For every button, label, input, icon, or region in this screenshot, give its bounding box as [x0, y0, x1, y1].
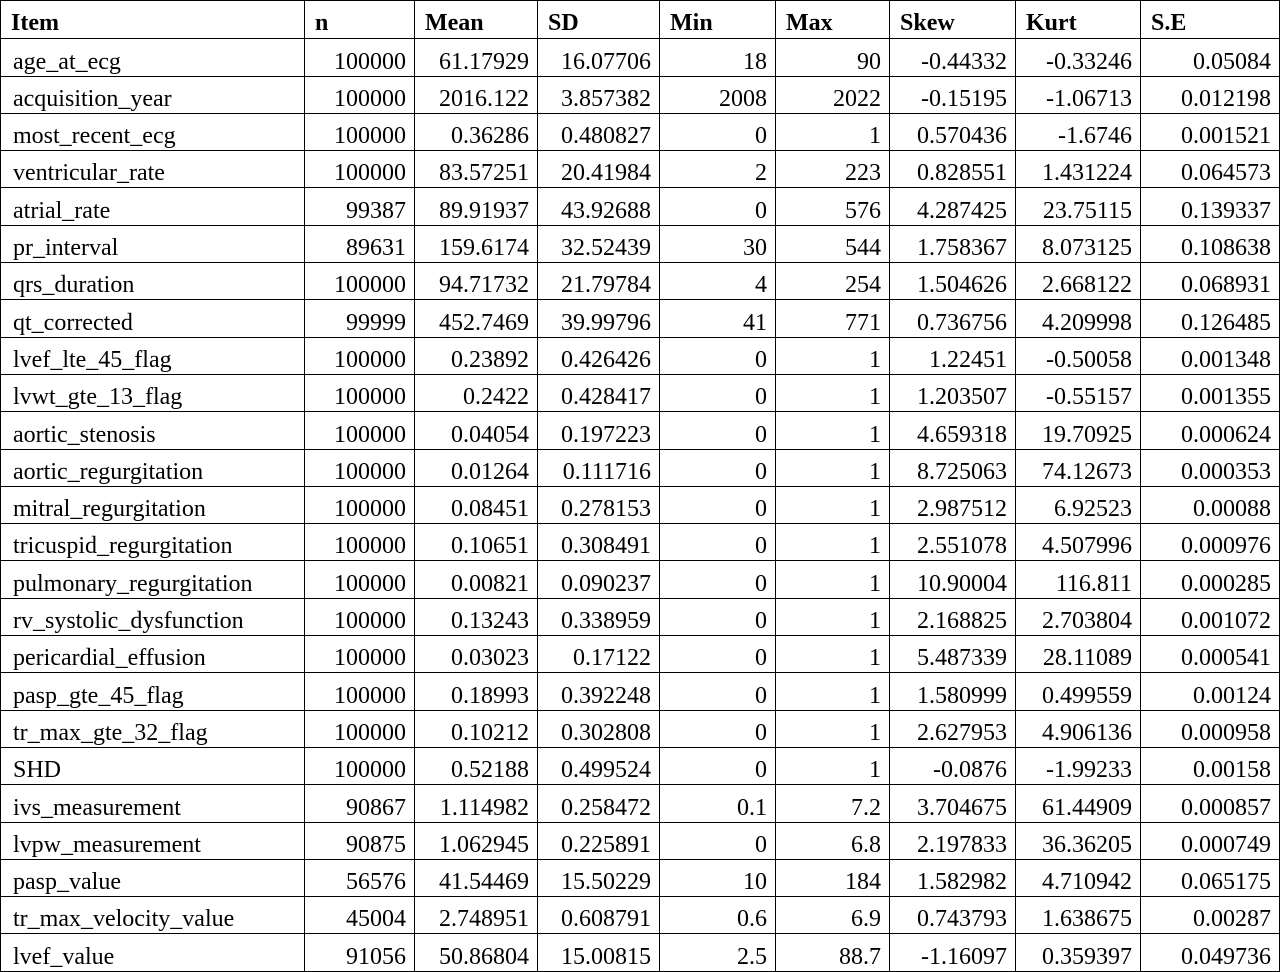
value-cell: 2.168825	[890, 598, 1016, 635]
item-name-cell: tr_max_velocity_value	[1, 897, 305, 934]
value-cell: 0	[660, 374, 776, 411]
table-row	[1, 561, 1280, 598]
value-cell: 43.92688	[538, 188, 660, 225]
value-cell: 1	[776, 374, 890, 411]
item-name-cell: qrs_duration	[1, 263, 305, 300]
value-cell: 0.00158	[1141, 747, 1280, 784]
table-row	[1, 673, 1280, 710]
value-cell: 1	[776, 598, 890, 635]
value-cell: 1.758367	[890, 225, 1016, 262]
value-cell: 0.17122	[538, 636, 660, 673]
value-cell: 0	[660, 337, 776, 374]
value-cell: 2.627953	[890, 710, 1016, 747]
value-cell: 1	[776, 524, 890, 561]
value-cell: 100000	[305, 151, 415, 188]
value-cell: 2.668122	[1016, 263, 1141, 300]
value-cell: 0	[660, 412, 776, 449]
value-cell: 0	[660, 747, 776, 784]
value-cell: 45004	[305, 897, 415, 934]
value-cell: 1.22451	[890, 337, 1016, 374]
value-cell: 100000	[305, 561, 415, 598]
value-cell: 0.36286	[415, 113, 538, 150]
value-cell: 21.79784	[538, 263, 660, 300]
item-name-cell: most_recent_ecg	[1, 113, 305, 150]
value-cell: 89631	[305, 225, 415, 262]
table-row	[1, 263, 1280, 300]
value-cell: 1.203507	[890, 374, 1016, 411]
value-cell: 0.001348	[1141, 337, 1280, 374]
column-header: Min	[660, 1, 776, 39]
item-name-cell: pasp_value	[1, 859, 305, 896]
value-cell: 1.582982	[890, 859, 1016, 896]
value-cell: 100000	[305, 673, 415, 710]
value-cell: 2	[660, 151, 776, 188]
value-cell: 91056	[305, 934, 415, 971]
value-cell: 18	[660, 39, 776, 76]
value-cell: 0.00821	[415, 561, 538, 598]
value-cell: 0.2422	[415, 374, 538, 411]
value-cell: 83.57251	[415, 151, 538, 188]
value-cell: 0.736756	[890, 300, 1016, 337]
value-cell: 1	[776, 636, 890, 673]
value-cell: 0.278153	[538, 486, 660, 523]
value-cell: 771	[776, 300, 890, 337]
item-name-cell: qt_corrected	[1, 300, 305, 337]
value-cell: 3.704675	[890, 785, 1016, 822]
value-cell: -0.15195	[890, 76, 1016, 113]
value-cell: 1	[776, 747, 890, 784]
value-cell: 0.499524	[538, 747, 660, 784]
header-row	[1, 1, 1280, 39]
value-cell: 0	[660, 636, 776, 673]
value-cell: 15.50229	[538, 859, 660, 896]
value-cell: 0.001072	[1141, 598, 1280, 635]
value-cell: 90875	[305, 822, 415, 859]
value-cell: 0.001355	[1141, 374, 1280, 411]
value-cell: 100000	[305, 598, 415, 635]
value-cell: 1	[776, 113, 890, 150]
table-row	[1, 897, 1280, 934]
value-cell: 0.01264	[415, 449, 538, 486]
value-cell: 576	[776, 188, 890, 225]
table-row	[1, 524, 1280, 561]
value-cell: 6.9	[776, 897, 890, 934]
value-cell: 8.725063	[890, 449, 1016, 486]
value-cell: 0.139337	[1141, 188, 1280, 225]
column-header: S.E	[1141, 1, 1280, 39]
value-cell: 0.000353	[1141, 449, 1280, 486]
table-row	[1, 859, 1280, 896]
value-cell: 0.302808	[538, 710, 660, 747]
item-name-cell: lvef_value	[1, 934, 305, 971]
column-header: n	[305, 1, 415, 39]
value-cell: 100000	[305, 449, 415, 486]
value-cell: 0.000958	[1141, 710, 1280, 747]
value-cell: 0.13243	[415, 598, 538, 635]
value-cell: 100000	[305, 636, 415, 673]
value-cell: -0.55157	[1016, 374, 1141, 411]
value-cell: 0	[660, 449, 776, 486]
value-cell: 0.499559	[1016, 673, 1141, 710]
table-row	[1, 374, 1280, 411]
value-cell: 100000	[305, 76, 415, 113]
value-cell: 0.359397	[1016, 934, 1141, 971]
value-cell: 0	[660, 524, 776, 561]
value-cell: 0.000285	[1141, 561, 1280, 598]
value-cell: -0.33246	[1016, 39, 1141, 76]
value-cell: 0.1	[660, 785, 776, 822]
value-cell: 0.108638	[1141, 225, 1280, 262]
item-name-cell: lvpw_measurement	[1, 822, 305, 859]
value-cell: 90867	[305, 785, 415, 822]
value-cell: 0.126485	[1141, 300, 1280, 337]
value-cell: 19.70925	[1016, 412, 1141, 449]
value-cell: 0.001521	[1141, 113, 1280, 150]
value-cell: 0.570436	[890, 113, 1016, 150]
item-name-cell: pr_interval	[1, 225, 305, 262]
value-cell: 0.308491	[538, 524, 660, 561]
value-cell: 0.743793	[890, 897, 1016, 934]
value-cell: 88.7	[776, 934, 890, 971]
value-cell: 0	[660, 113, 776, 150]
value-cell: 1.580999	[890, 673, 1016, 710]
value-cell: 0.068931	[1141, 263, 1280, 300]
value-cell: 0.10212	[415, 710, 538, 747]
value-cell: 100000	[305, 113, 415, 150]
value-cell: 0.03023	[415, 636, 538, 673]
column-header: SD	[538, 1, 660, 39]
value-cell: 0.000857	[1141, 785, 1280, 822]
value-cell: 39.99796	[538, 300, 660, 337]
value-cell: 90	[776, 39, 890, 76]
value-cell: 2.703804	[1016, 598, 1141, 635]
value-cell: 1.504626	[890, 263, 1016, 300]
table-row	[1, 822, 1280, 859]
value-cell: 0.18993	[415, 673, 538, 710]
value-cell: 2008	[660, 76, 776, 113]
value-cell: 100000	[305, 412, 415, 449]
value-cell: 0	[660, 822, 776, 859]
table-row	[1, 785, 1280, 822]
value-cell: 0.000541	[1141, 636, 1280, 673]
value-cell: 100000	[305, 524, 415, 561]
column-header: Skew	[890, 1, 1016, 39]
value-cell: 2.748951	[415, 897, 538, 934]
item-name-cell: lvwt_gte_13_flag	[1, 374, 305, 411]
value-cell: 0.608791	[538, 897, 660, 934]
item-name-cell: atrial_rate	[1, 188, 305, 225]
value-cell: 74.12673	[1016, 449, 1141, 486]
item-name-cell: SHD	[1, 747, 305, 784]
value-cell: 32.52439	[538, 225, 660, 262]
table-row	[1, 747, 1280, 784]
value-cell: 3.857382	[538, 76, 660, 113]
value-cell: 8.073125	[1016, 225, 1141, 262]
value-cell: 99999	[305, 300, 415, 337]
value-cell: 0.090237	[538, 561, 660, 598]
value-cell: 254	[776, 263, 890, 300]
value-cell: 0.225891	[538, 822, 660, 859]
value-cell: 2.197833	[890, 822, 1016, 859]
value-cell: 7.2	[776, 785, 890, 822]
value-cell: 100000	[305, 710, 415, 747]
value-cell: 4	[660, 263, 776, 300]
value-cell: 0.6	[660, 897, 776, 934]
item-name-cell: pulmonary_regurgitation	[1, 561, 305, 598]
value-cell: 1.431224	[1016, 151, 1141, 188]
value-cell: 30	[660, 225, 776, 262]
item-name-cell: mitral_regurgitation	[1, 486, 305, 523]
value-cell: 61.44909	[1016, 785, 1141, 822]
value-cell: 2.551078	[890, 524, 1016, 561]
value-cell: 15.00815	[538, 934, 660, 971]
value-cell: 36.36205	[1016, 822, 1141, 859]
item-name-cell: pasp_gte_45_flag	[1, 673, 305, 710]
value-cell: 0	[660, 561, 776, 598]
item-name-cell: tricuspid_regurgitation	[1, 524, 305, 561]
value-cell: 1.638675	[1016, 897, 1141, 934]
table-row	[1, 934, 1280, 971]
table-row	[1, 300, 1280, 337]
value-cell: 100000	[305, 374, 415, 411]
value-cell: 100000	[305, 747, 415, 784]
value-cell: 100000	[305, 337, 415, 374]
value-cell: 0.065175	[1141, 859, 1280, 896]
column-header: Item	[1, 1, 305, 39]
value-cell: 0	[660, 188, 776, 225]
value-cell: 5.487339	[890, 636, 1016, 673]
column-header: Mean	[415, 1, 538, 39]
value-cell: 1	[776, 449, 890, 486]
value-cell: -0.0876	[890, 747, 1016, 784]
value-cell: 10.90004	[890, 561, 1016, 598]
item-name-cell: aortic_regurgitation	[1, 449, 305, 486]
value-cell: 4.507996	[1016, 524, 1141, 561]
value-cell: 2016.122	[415, 76, 538, 113]
value-cell: 16.07706	[538, 39, 660, 76]
value-cell: 41	[660, 300, 776, 337]
value-cell: 0.480827	[538, 113, 660, 150]
value-cell: 4.209998	[1016, 300, 1141, 337]
value-cell: 4.287425	[890, 188, 1016, 225]
table-row	[1, 151, 1280, 188]
column-header: Kurt	[1016, 1, 1141, 39]
value-cell: 0	[660, 673, 776, 710]
value-cell: -1.6746	[1016, 113, 1141, 150]
table-row	[1, 412, 1280, 449]
value-cell: 1	[776, 412, 890, 449]
value-cell: 100000	[305, 263, 415, 300]
item-name-cell: ventricular_rate	[1, 151, 305, 188]
value-cell: 1.062945	[415, 822, 538, 859]
value-cell: 0.000749	[1141, 822, 1280, 859]
value-cell: 2022	[776, 76, 890, 113]
value-cell: 0.828551	[890, 151, 1016, 188]
value-cell: -1.16097	[890, 934, 1016, 971]
value-cell: 0.04054	[415, 412, 538, 449]
table-row	[1, 39, 1280, 76]
value-cell: -0.50058	[1016, 337, 1141, 374]
column-header: Max	[776, 1, 890, 39]
value-cell: 0.000976	[1141, 524, 1280, 561]
table-row	[1, 188, 1280, 225]
value-cell: -1.99233	[1016, 747, 1141, 784]
value-cell: 0.000624	[1141, 412, 1280, 449]
value-cell: 100000	[305, 486, 415, 523]
item-name-cell: age_at_ecg	[1, 39, 305, 76]
value-cell: 1	[776, 673, 890, 710]
value-cell: 4.710942	[1016, 859, 1141, 896]
item-name-cell: aortic_stenosis	[1, 412, 305, 449]
item-name-cell: ivs_measurement	[1, 785, 305, 822]
value-cell: -1.06713	[1016, 76, 1141, 113]
value-cell: 0.10651	[415, 524, 538, 561]
value-cell: 0.426426	[538, 337, 660, 374]
table-row	[1, 76, 1280, 113]
value-cell: 61.17929	[415, 39, 538, 76]
value-cell: 0.00287	[1141, 897, 1280, 934]
value-cell: 23.75115	[1016, 188, 1141, 225]
value-cell: 4.659318	[890, 412, 1016, 449]
value-cell: 100000	[305, 39, 415, 76]
table-row	[1, 337, 1280, 374]
value-cell: 20.41984	[538, 151, 660, 188]
value-cell: 28.11089	[1016, 636, 1141, 673]
table-row	[1, 113, 1280, 150]
value-cell: 0.00088	[1141, 486, 1280, 523]
value-cell: 2.5	[660, 934, 776, 971]
value-cell: 159.6174	[415, 225, 538, 262]
item-name-cell: pericardial_effusion	[1, 636, 305, 673]
table-row	[1, 449, 1280, 486]
value-cell: 0.049736	[1141, 934, 1280, 971]
value-cell: 0.05084	[1141, 39, 1280, 76]
value-cell: 1.114982	[415, 785, 538, 822]
value-cell: 0.23892	[415, 337, 538, 374]
value-cell: 0.111716	[538, 449, 660, 486]
value-cell: 184	[776, 859, 890, 896]
table-body	[1, 39, 1280, 971]
value-cell: 10	[660, 859, 776, 896]
value-cell: 0	[660, 598, 776, 635]
value-cell: 1	[776, 710, 890, 747]
value-cell: 0.52188	[415, 747, 538, 784]
value-cell: 94.71732	[415, 263, 538, 300]
item-name-cell: rv_systolic_dysfunction	[1, 598, 305, 635]
value-cell: 544	[776, 225, 890, 262]
item-name-cell: tr_max_gte_32_flag	[1, 710, 305, 747]
value-cell: 0.258472	[538, 785, 660, 822]
table-row	[1, 636, 1280, 673]
value-cell: 6.8	[776, 822, 890, 859]
table-row	[1, 598, 1280, 635]
value-cell: 0.197223	[538, 412, 660, 449]
value-cell: 4.906136	[1016, 710, 1141, 747]
table-row	[1, 710, 1280, 747]
value-cell: 50.86804	[415, 934, 538, 971]
value-cell: 0	[660, 486, 776, 523]
value-cell: 56576	[305, 859, 415, 896]
value-cell: 223	[776, 151, 890, 188]
value-cell: 0.012198	[1141, 76, 1280, 113]
value-cell: 2.987512	[890, 486, 1016, 523]
value-cell: 1	[776, 561, 890, 598]
value-cell: 0.428417	[538, 374, 660, 411]
value-cell: -0.44332	[890, 39, 1016, 76]
value-cell: 116.811	[1016, 561, 1141, 598]
table-row	[1, 486, 1280, 523]
value-cell: 41.54469	[415, 859, 538, 896]
value-cell: 99387	[305, 188, 415, 225]
value-cell: 0.338959	[538, 598, 660, 635]
value-cell: 6.92523	[1016, 486, 1141, 523]
value-cell: 1	[776, 486, 890, 523]
value-cell: 452.7469	[415, 300, 538, 337]
value-cell: 0.392248	[538, 673, 660, 710]
value-cell: 0	[660, 710, 776, 747]
value-cell: 0.08451	[415, 486, 538, 523]
item-name-cell: lvef_lte_45_flag	[1, 337, 305, 374]
value-cell: 0.064573	[1141, 151, 1280, 188]
value-cell: 89.91937	[415, 188, 538, 225]
value-cell: 0.00124	[1141, 673, 1280, 710]
value-cell: 1	[776, 337, 890, 374]
table-row	[1, 225, 1280, 262]
item-name-cell: acquisition_year	[1, 76, 305, 113]
